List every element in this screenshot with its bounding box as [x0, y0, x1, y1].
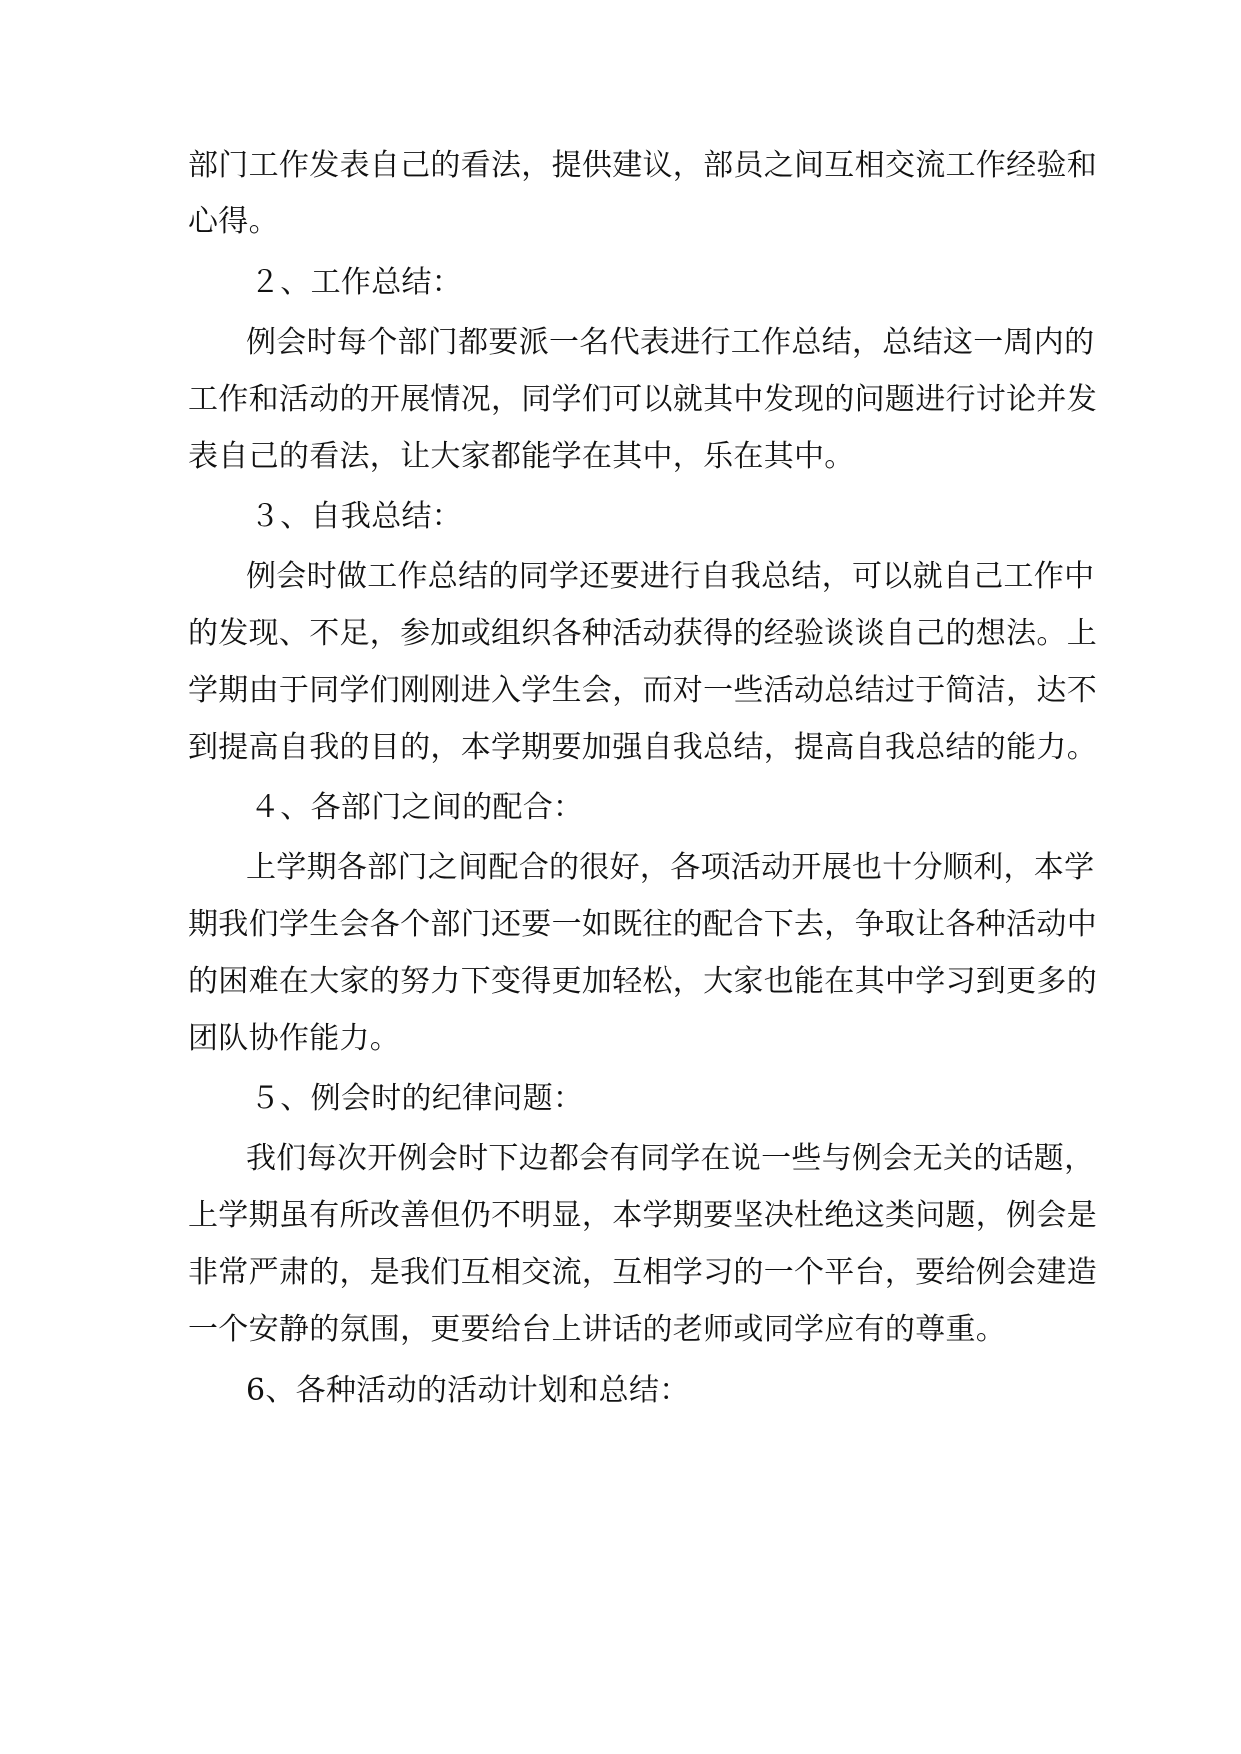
- paragraph-line: 工作和活动的开展情况，同学们可以就其中发现的问题进行讨论并发: [188, 382, 1097, 417]
- paragraph-line: 例会时每个部门都要派一名代表进行工作总结，总结这一周内的: [246, 325, 1095, 360]
- section-heading-2: ２、工作总结：: [250, 265, 463, 300]
- paragraph-line: 我们每次开例会时下边都会有同学在说一些与例会无关的话题，: [246, 1141, 1095, 1176]
- paragraph-line: 到提高自我的目的，本学期要加强自我总结，提高自我总结的能力。: [188, 730, 1097, 765]
- paragraph-line: 非常严肃的，是我们互相交流，互相学习的一个平台，要给例会建造: [188, 1255, 1097, 1290]
- paragraph-line: 表自己的看法，让大家都能学在其中，乐在其中。: [188, 439, 855, 474]
- paragraph-line: 一个安静的氛围，更要给台上讲话的老师或同学应有的尊重。: [188, 1312, 1007, 1347]
- paragraph-line: 上学期各部门之间配合的很好，各项活动开展也十分顺利，本学: [246, 850, 1095, 885]
- paragraph-line: 的困难在大家的努力下变得更加轻松，大家也能在其中学习到更多的: [188, 964, 1097, 999]
- paragraph-line: 学期由于同学们刚刚进入学生会，而对一些活动总结过于简洁，达不: [188, 673, 1097, 708]
- paragraph-line: 上学期虽有所改善但仍不明显，本学期要坚决杜绝这类问题，例会是: [188, 1198, 1097, 1233]
- paragraph-line: 的发现、不足，参加或组织各种活动获得的经验谈谈自己的想法。上: [188, 616, 1097, 651]
- paragraph-line: 心得。: [188, 204, 279, 239]
- paragraph-line: 团队协作能力。: [188, 1021, 401, 1056]
- section-heading-3: ３、自我总结：: [250, 499, 463, 534]
- section-heading-6: 6、各种活动的活动计划和总结：: [246, 1373, 690, 1408]
- paragraph-line: 例会时做工作总结的同学还要进行自我总结，可以就自己工作中: [246, 559, 1095, 594]
- section-heading-4: ４、各部门之间的配合：: [250, 790, 584, 825]
- section-heading-5: ５、例会时的纪律问题：: [250, 1081, 584, 1116]
- paragraph-line: 期我们学生会各个部门还要一如既往的配合下去，争取让各种活动中: [188, 907, 1097, 942]
- paragraph-line: 部门工作发表自己的看法，提供建议，部员之间互相交流工作经验和: [188, 148, 1097, 183]
